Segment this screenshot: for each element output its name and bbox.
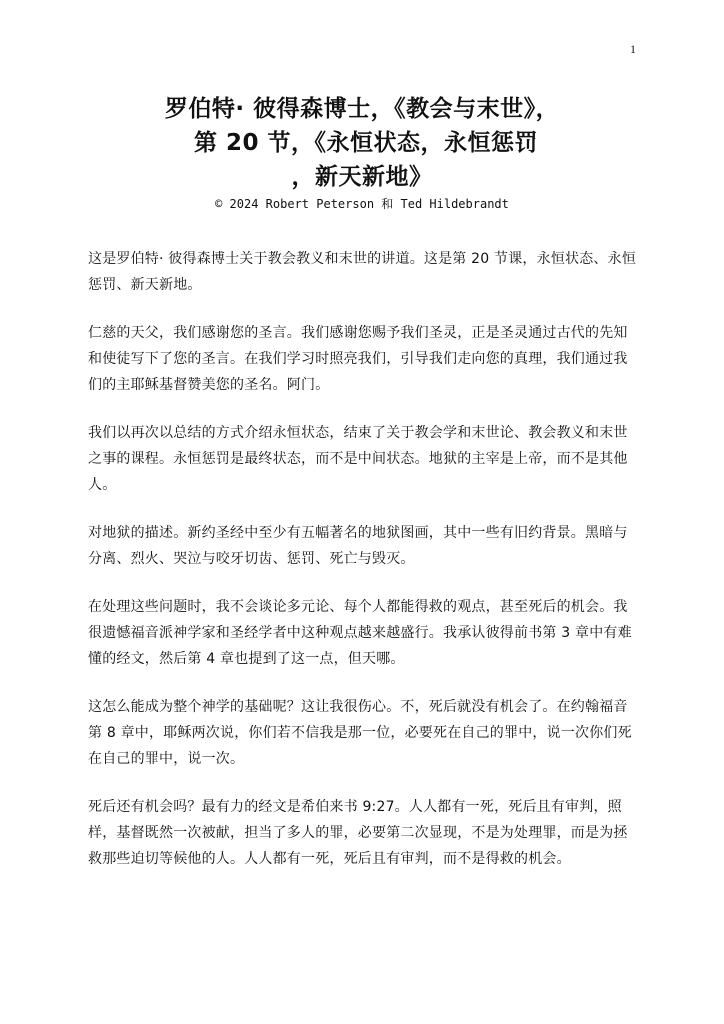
paragraph-hebrews-9: 死后还有机会吗？最有力的经文是希伯来书 9:27。人人都有一死，死后且有审判，照样，基督既然一次被献，担当了多人的罪，必要第二次显现，不是为处理罪，而是为拯救那些迫切等候他的人。人人都有一死，死后且有审判，而不是得救的机会。 [88,799,628,867]
paragraph-hell-description: 对地狱的描述。新约圣经中至少有五幅著名的地狱图画，其中一些有旧约背景。黑暗与分离、烈火、哭泣与咬牙切齿、惩罚、死亡与毁灭。 [88,525,628,567]
title-line-3: ，新天新地》 [291,164,433,190]
paragraph-intro: 这是罗伯特· 彼得森博士关于教会教义和末世的讲道。这是第 20 节课，永恒状态、永恒惩罚、新天新地。 [88,251,637,293]
document-header [60,92,664,212]
paragraph-summary: 我们以再次以总结的方式介绍永恒状态，结束了关于教会学和末世论、教会教义和末世之事的课程。永恒惩罚是最终状态，而不是中间状态。地狱的主宰是上帝，而不是其他人。 [88,425,628,493]
paragraph-pluralism: 在处理这些问题时，我不会谈论多元论、每个人都能得救的观点，甚至死后的机会。我很遗憾福音派神学家和圣经学者中这种观点越来越盛行。我承认彼得前书第 3 章中有难懂的经文，然后第 4 章也提到了这一点，但天哪。 [88,599,632,667]
paragraph-prayer: 仁慈的天父，我们感谢您的圣言。我们感谢您赐予我们圣灵，正是圣灵通过古代的先知和使徒写下了您的圣言。在我们学习时照亮我们，引导我们走向您的真理，我们通过我们的主耶稣基督赞美您的圣名。阿门。 [88,325,628,393]
title-line-1: 罗伯特· 彼得森博士，《教会与末世》， [164,96,560,122]
paragraph-john-8: 这怎么能成为整个神学的基础呢？这让我很伤心。不，死后就没有机会了。在约翰福音第 8 章中，耶稣两次说，你们若不信我是那一位，必要死在自己的罪中，说一次你们死在自己的罪中，说一次。 [88,699,632,767]
title-line-2: 第 20 节，《永恒状态，永恒惩罚 [193,130,539,156]
copyright-line: © 2024 Robert Peterson 和 Ted Hildebrandt [215,197,509,211]
body-text [88,246,640,894]
page-number: 1 [630,42,636,56]
